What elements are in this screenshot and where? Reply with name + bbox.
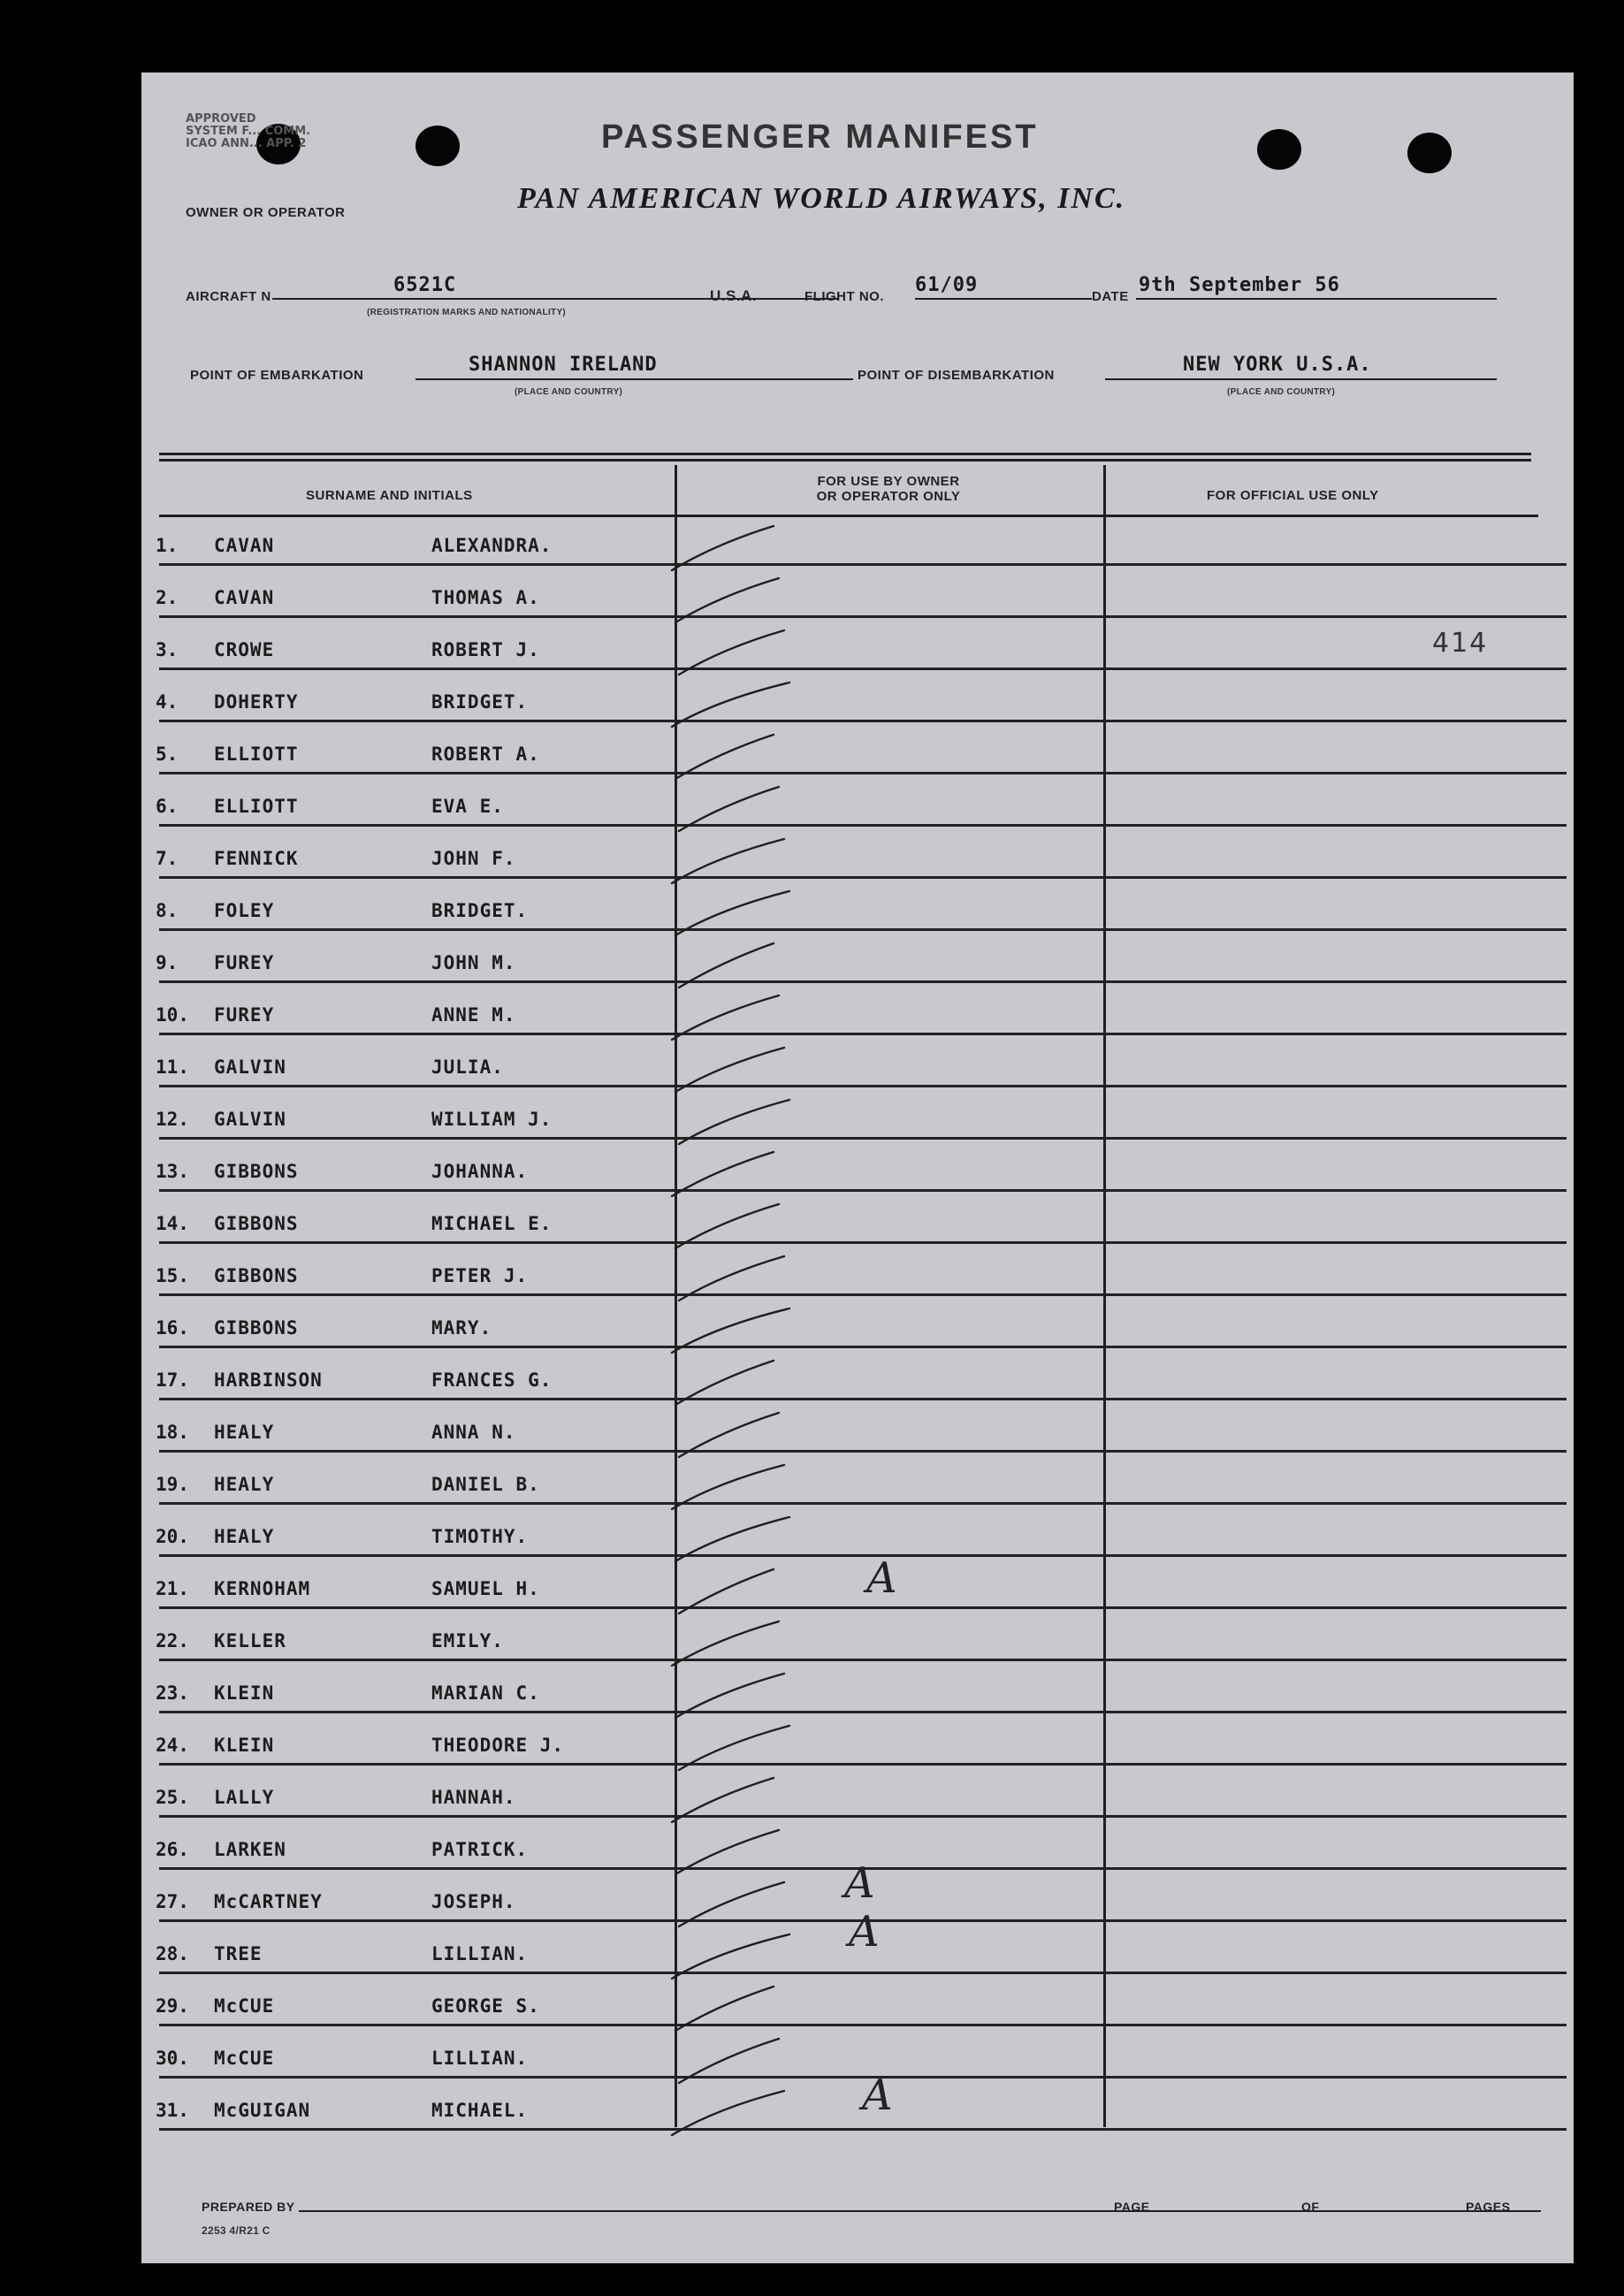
disembarkation-note: (PLACE AND COUNTRY) xyxy=(1227,387,1336,397)
aircraft-label: AIRCRAFT N xyxy=(186,289,271,304)
passenger-given-name: ANNE M. xyxy=(431,1004,516,1026)
row-number: 30. xyxy=(156,2048,189,2069)
tick-mark xyxy=(675,1830,779,1874)
form-number: 2253 4/R21 C xyxy=(202,2224,271,2237)
passenger-surname: KLEIN xyxy=(214,1682,275,1704)
passenger-given-name: ALEXANDRA. xyxy=(431,535,553,556)
passenger-surname: LARKEN xyxy=(214,1839,286,1860)
row-number: 31. xyxy=(156,2100,189,2121)
passenger-given-name: MICHAEL. xyxy=(431,2100,529,2121)
passenger-surname: CAVAN xyxy=(214,587,275,608)
passenger-given-name: BRIDGET. xyxy=(431,900,529,921)
tick-mark xyxy=(675,1517,789,1561)
tick-mark xyxy=(672,1465,784,1509)
passenger-surname: CAVAN xyxy=(214,535,275,556)
row-number: 1. xyxy=(156,535,179,556)
disembarkation-label: POINT OF DISEMBARKATION xyxy=(858,368,1055,383)
row-number: 24. xyxy=(156,1735,189,1756)
row-number: 29. xyxy=(156,1995,189,2017)
row-number: 4. xyxy=(156,691,179,713)
passenger-surname: ELLIOTT xyxy=(214,744,299,765)
passenger-surname: HEALY xyxy=(214,1422,275,1443)
embarkation-label: POINT OF EMBARKATION xyxy=(190,368,364,383)
flight-label: FLIGHT NO. xyxy=(804,289,884,304)
passenger-given-name: LILLIAN. xyxy=(431,1943,529,1964)
owner-label: OWNER OR OPERATOR xyxy=(186,205,346,220)
row-number: 15. xyxy=(156,1265,189,1286)
passenger-surname: DOHERTY xyxy=(214,691,299,713)
passenger-surname: GIBBONS xyxy=(214,1317,299,1339)
row-number: 2. xyxy=(156,587,179,608)
row-number: 7. xyxy=(156,848,179,869)
operator-name: PAN AMERICAN WORLD AIRWAYS, INC. xyxy=(517,182,1126,215)
passenger-given-name: HANNAH. xyxy=(431,1787,516,1808)
row-number: 10. xyxy=(156,1004,189,1026)
tick-mark xyxy=(679,2039,779,2083)
passenger-given-name: MICHAEL E. xyxy=(431,1213,553,1234)
passenger-given-name: EMILY. xyxy=(431,1630,504,1651)
row-number: 26. xyxy=(156,1839,189,1860)
row-number: 27. xyxy=(156,1891,189,1912)
passenger-given-name: EVA E. xyxy=(431,796,504,817)
passenger-given-name: FRANCES G. xyxy=(431,1369,553,1391)
row-number: 17. xyxy=(156,1369,189,1391)
passenger-given-name: DANIEL B. xyxy=(431,1474,540,1495)
tick-mark xyxy=(675,735,774,779)
passenger-given-name: THOMAS A. xyxy=(431,587,540,608)
passenger-given-name: BRIDGET. xyxy=(431,691,529,713)
handwritten-a-mark: A xyxy=(862,2071,893,2120)
passenger-surname: CROWE xyxy=(214,639,275,660)
column-header-names: SURNAME AND INITIALS xyxy=(306,488,473,503)
passenger-surname: GALVIN xyxy=(214,1056,286,1078)
official-note: 414 xyxy=(1432,628,1489,659)
tick-mark xyxy=(672,839,784,883)
pages-label: PAGES xyxy=(1466,2200,1511,2214)
tick-mark xyxy=(679,943,774,988)
embarkation-value: SHANNON IRELAND xyxy=(469,354,658,376)
passenger-surname: HEALY xyxy=(214,1526,275,1547)
registration-note: (REGISTRATION MARKS AND NATIONALITY) xyxy=(367,308,567,317)
passenger-surname: FUREY xyxy=(214,952,275,973)
row-number: 20. xyxy=(156,1526,189,1547)
row-number: 6. xyxy=(156,796,179,817)
row-number: 25. xyxy=(156,1787,189,1808)
usa-label: U.S.A. xyxy=(710,287,758,304)
row-number: 14. xyxy=(156,1213,189,1234)
passenger-given-name: LILLIAN. xyxy=(431,2048,529,2069)
passenger-surname: TREE xyxy=(214,1943,263,1964)
passenger-surname: McCUE xyxy=(214,2048,275,2069)
passenger-surname: LALLY xyxy=(214,1787,275,1808)
disembarkation-value: NEW YORK U.S.A. xyxy=(1183,354,1372,376)
tick-mark xyxy=(679,1413,779,1457)
passenger-surname: McGUIGAN xyxy=(214,2100,311,2121)
passenger-given-name: ROBERT J. xyxy=(431,639,540,660)
of-label: OF xyxy=(1301,2200,1320,2214)
embarkation-note: (PLACE AND COUNTRY) xyxy=(515,387,623,397)
row-number: 11. xyxy=(156,1056,189,1078)
passenger-surname: GIBBONS xyxy=(214,1161,299,1182)
tick-mark xyxy=(675,1048,784,1092)
handwritten-a-mark: A xyxy=(849,1907,880,1957)
manifest-sheet xyxy=(141,72,1574,2263)
passenger-given-name: JOHANNA. xyxy=(431,1161,529,1182)
tick-mark xyxy=(672,683,789,727)
passenger-given-name: JOHN F. xyxy=(431,848,516,869)
row-number: 21. xyxy=(156,1578,189,1599)
passenger-given-name: SAMUEL H. xyxy=(431,1578,540,1599)
tick-mark xyxy=(679,1882,784,1926)
date-label: DATE xyxy=(1092,289,1129,304)
passenger-given-name: WILLIAM J. xyxy=(431,1109,553,1130)
tick-mark xyxy=(679,630,784,675)
tick-mark xyxy=(675,1674,784,1718)
row-number: 19. xyxy=(156,1474,189,1495)
row-number: 23. xyxy=(156,1682,189,1704)
tick-mark xyxy=(675,891,789,935)
row-number: 22. xyxy=(156,1630,189,1651)
tick-mark xyxy=(672,526,774,570)
page-label: PAGE xyxy=(1114,2200,1150,2214)
row-number: 13. xyxy=(156,1161,189,1182)
tick-mark xyxy=(675,578,779,622)
tick-mark xyxy=(675,1361,774,1405)
page-title: PASSENGER MANIFEST xyxy=(601,118,1039,156)
row-number: 5. xyxy=(156,744,179,765)
tick-mark xyxy=(679,1256,784,1301)
handwritten-a-mark: A xyxy=(844,1858,875,1908)
passenger-given-name: ROBERT A. xyxy=(431,744,540,765)
tick-mark xyxy=(672,1934,789,1979)
tick-mark xyxy=(672,1308,789,1353)
passenger-given-name: JOHN M. xyxy=(431,952,516,973)
stamp-line: APPROVED xyxy=(186,112,256,126)
tick-mark xyxy=(675,1987,774,2031)
tick-mark xyxy=(672,1778,774,1822)
flight-value: 61/09 xyxy=(915,274,979,296)
row-number: 9. xyxy=(156,952,179,973)
passenger-surname: FOLEY xyxy=(214,900,275,921)
passenger-given-name: GEORGE S. xyxy=(431,1995,540,2017)
handwritten-a-mark: A xyxy=(866,1553,897,1603)
passenger-given-name: JULIA. xyxy=(431,1056,504,1078)
tick-mark xyxy=(672,2091,784,2135)
passenger-given-name: THEODORE J. xyxy=(431,1735,565,1756)
passenger-surname: GIBBONS xyxy=(214,1213,299,1234)
passenger-surname: McCUE xyxy=(214,1995,275,2017)
passenger-surname: KLEIN xyxy=(214,1735,275,1756)
row-number: 3. xyxy=(156,639,179,660)
row-number: 12. xyxy=(156,1109,189,1130)
passenger-given-name: ANNA N. xyxy=(431,1422,516,1443)
tick-mark xyxy=(679,1569,774,1613)
tick-mark xyxy=(672,995,779,1040)
row-number: 16. xyxy=(156,1317,189,1339)
stamp-line: SYSTEM F... COMM. xyxy=(186,125,311,138)
column-header-owner-line: OR OPERATOR ONLY xyxy=(816,489,961,504)
passenger-surname: GALVIN xyxy=(214,1109,286,1130)
column-header-owner-line: FOR USE BY OWNER xyxy=(817,474,960,489)
prepared-by-label: PREPARED BY xyxy=(202,2200,295,2214)
passenger-given-name: PETER J. xyxy=(431,1265,529,1286)
passenger-given-name: MARIAN C. xyxy=(431,1682,540,1704)
passenger-surname: KELLER xyxy=(214,1630,286,1651)
passenger-surname: ELLIOTT xyxy=(214,796,299,817)
tick-mark xyxy=(675,1204,779,1248)
row-number: 18. xyxy=(156,1422,189,1443)
passenger-given-name: MARY. xyxy=(431,1317,492,1339)
tick-mark xyxy=(672,1621,779,1666)
column-header-official: FOR OFFICIAL USE ONLY xyxy=(1207,488,1379,503)
tick-mark xyxy=(679,1726,789,1770)
row-number: 8. xyxy=(156,900,179,921)
passenger-surname: KERNOHAM xyxy=(214,1578,311,1599)
passenger-given-name: JOSEPH. xyxy=(431,1891,516,1912)
passenger-surname: FENNICK xyxy=(214,848,299,869)
date-value: 9th September 56 xyxy=(1139,274,1340,296)
passenger-given-name: PATRICK. xyxy=(431,1839,529,1860)
passenger-surname: HARBINSON xyxy=(214,1369,323,1391)
passenger-surname: GIBBONS xyxy=(214,1265,299,1286)
stamp-line: ICAO ANN... APP. 2 xyxy=(186,137,307,150)
tick-mark xyxy=(679,1100,789,1144)
passenger-surname: HEALY xyxy=(214,1474,275,1495)
passenger-surname: McCARTNEY xyxy=(214,1891,323,1912)
tick-mark xyxy=(679,787,779,831)
tick-mark xyxy=(672,1152,774,1196)
row-number: 28. xyxy=(156,1943,189,1964)
passenger-surname: FUREY xyxy=(214,1004,275,1026)
passenger-given-name: TIMOTHY. xyxy=(431,1526,529,1547)
aircraft-value: 6521C xyxy=(393,274,457,296)
